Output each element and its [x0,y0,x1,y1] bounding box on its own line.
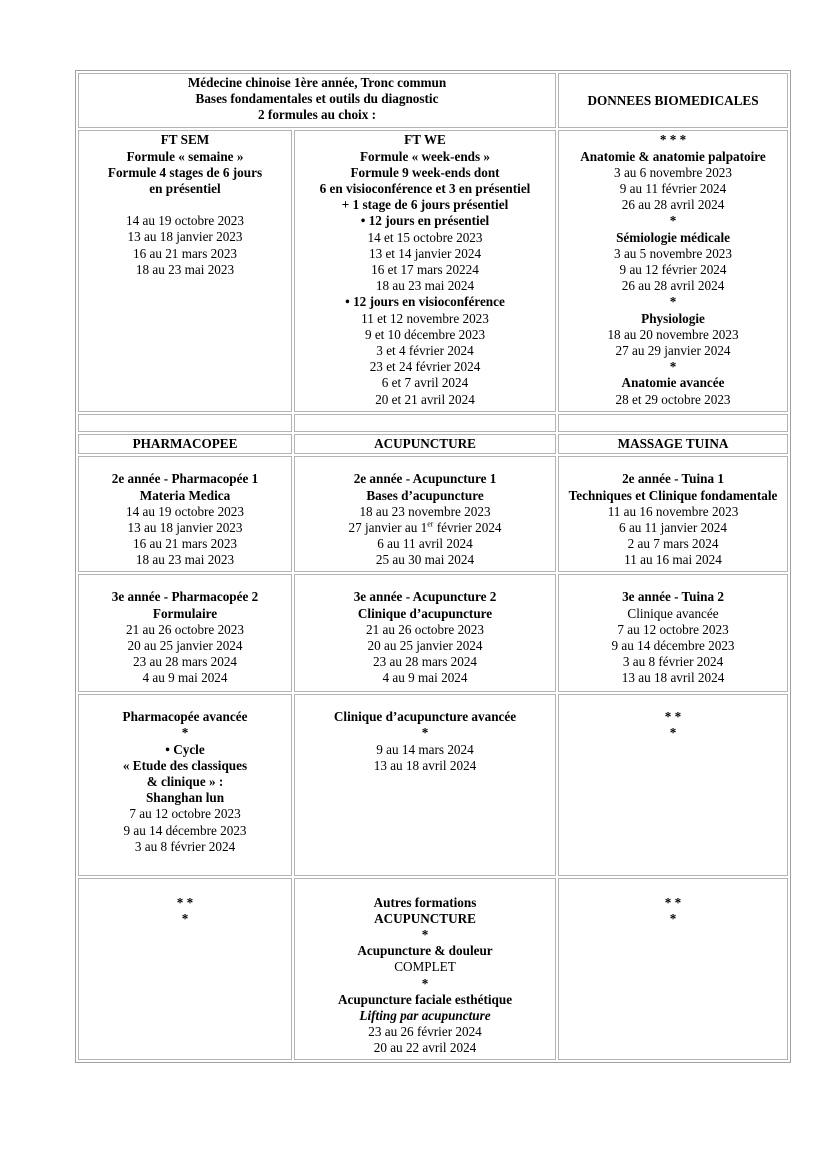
ft-we-desc3: + 1 stage de 6 jours présentiel [341,197,509,213]
date-item: 9 au 14 mars 2024 [376,741,474,757]
cycle-subtitle: « Etude des classiques [122,757,248,773]
ft-we-cell [294,130,556,412]
date-item: 13 au 18 janvier 2023 [127,520,243,536]
tronc-choice: 2 formules au choix : [258,107,376,123]
date-item: 7 au 12 octobre 2023 [129,806,241,822]
empty-cell [558,414,788,432]
tuina-avancee-cell [558,694,788,875]
course-title: 3e année - Pharmacopée 2 [111,589,259,605]
separator-star: * [181,910,189,926]
date-item: 27 janvier au 1er février 2024 [348,519,502,536]
stars: * * [664,709,682,725]
pharmacopee-empty-cell [78,878,292,1060]
separator-star: * [181,725,189,741]
tuina-2-cell [558,574,788,692]
acupuncture-1-cell [294,456,556,572]
tronc-commun-header [78,73,556,128]
date-item: 21 au 26 octobre 2023 [126,621,244,637]
course-title: Pharmacopée avancée [122,709,248,725]
course-title: 3e année - Acupuncture 2 [353,589,497,605]
ft-sem-desc: Formule 4 stages de 6 jours [107,164,263,180]
date-item: 26 au 28 avril 2024 [621,278,725,294]
course-subtitle: Clinique avancée [627,605,719,621]
date-item: 3 au 8 février 2024 [622,654,724,670]
empty-cell [78,414,292,432]
course-subtitle: Formulaire [152,605,218,621]
date-item: 9 au 11 février 2024 [619,181,727,197]
course-subtitle: Techniques et Clinique fondamentale [568,487,778,503]
table-row [78,130,788,412]
ft-we-desc2: 6 en visioconférence et 3 en présentiel [319,181,531,197]
date-item: 18 au 23 novembre 2023 [359,503,491,519]
date-item: 3 au 5 novembre 2023 [614,245,732,261]
date-item: 7 au 12 octobre 2023 [617,621,729,637]
anatomie-title: Anatomie & anatomie palpatoire [580,148,766,164]
date-item: 4 au 9 mai 2024 [382,670,468,686]
date-item: 20 et 21 avril 2024 [375,391,475,407]
separator-star: * [421,975,429,991]
pharmacopee-2-cell [78,574,292,692]
course-title: 2e année - Pharmacopée 1 [111,471,259,487]
date-item: 11 et 12 novembre 2023 [361,310,489,326]
date-item: 20 au 25 janvier 2024 [127,637,243,653]
acupuncture-avancee-cell [294,694,556,875]
schedule-table [75,70,791,1063]
cycle-name: Shanghan lun [145,790,225,806]
acupuncture-header: ACUPUNCTURE [294,434,556,454]
ft-sem-desc2: en présentiel [149,181,221,197]
course-title: 2e année - Acupuncture 1 [353,471,497,487]
date-item: 13 au 18 janvier 2023 [127,229,243,245]
date-item: 11 au 16 novembre 2023 [607,503,739,519]
empty-cell [294,414,556,432]
status-badge: COMPLET [394,959,456,975]
ft-sem-code: FT SEM [160,132,210,148]
date-item: 2 au 7 mars 2024 [627,536,719,552]
date-item: 6 au 11 janvier 2024 [619,520,727,536]
course-title: 2e année - Tuina 1 [622,471,724,487]
tuina-empty-cell [558,878,788,1060]
date-item: 28 et 29 octobre 2023 [615,391,731,407]
date-item: 9 et 10 décembre 2023 [364,326,486,342]
date-item: 14 et 15 octobre 2023 [367,229,483,245]
table-row [78,694,788,875]
date-item: 23 au 26 février 2024 [368,1024,482,1040]
date-item: 13 et 14 janvier 2024 [368,245,482,261]
date-item: 14 au 19 octobre 2023 [126,503,244,519]
stars: * * [664,894,682,910]
date-item: 20 au 22 avril 2024 [373,1040,477,1056]
course-subtitle: Bases d’acupuncture [366,487,484,503]
course-title: Clinique d’acupuncture avancée [333,709,517,725]
tuina-header: MASSAGE TUINA [558,434,788,454]
cycle-subtitle: & clinique » : [146,773,224,789]
date-item: 18 au 23 mai 2023 [135,261,235,277]
ft-we-name: Formule « week-ends » [359,148,491,164]
ft-we-code: FT WE [404,132,446,148]
date-item: 9 au 12 février 2024 [619,262,727,278]
semiologie-title: Sémiologie médicale [616,229,730,245]
autres-formations-cell [294,878,556,1060]
tronc-title: Médecine chinoise 1ère année, Tronc commun [187,75,447,90]
course-subtitle: Materia Medica [139,487,231,503]
spacer-row [78,414,788,432]
ft-we-visio-title: • 12 jours en visioconférence [345,294,505,310]
date-item: 16 et 17 mars 20224 [371,262,479,278]
date-item: 14 au 19 octobre 2023 [126,213,244,229]
date-item: 27 au 29 janvier 2024 [615,343,731,359]
separator-star: * [421,926,429,942]
date-item: 9 au 14 décembre 2023 [611,637,735,653]
ft-sem-cell [78,130,292,412]
separator-star: * [669,213,677,229]
course-subtitle: Lifting par acupuncture [359,1007,491,1023]
date-item: 6 et 7 avril 2024 [381,375,469,391]
date-item: 26 au 28 avril 2024 [621,197,725,213]
biomed-cell [558,130,788,412]
table-row [78,574,788,692]
date-item: 23 au 28 mars 2024 [372,654,478,670]
separator-star: * [421,725,429,741]
separator-star: * [669,725,677,741]
date-item: 3 et 4 février 2024 [376,343,474,359]
date-item: 3 au 6 novembre 2023 [614,164,732,180]
stars: * * * [659,132,687,148]
date-item: 13 au 18 avril 2024 [621,670,725,686]
stars: * * [176,894,194,910]
biomed-header: DONNEES BIOMEDICALES [558,73,788,128]
ft-we-presentiel-title: • 12 jours en présentiel [360,213,490,229]
date-item: 3 au 8 février 2024 [134,838,236,854]
pharmacopee-header: PHARMACOPEE [78,434,292,454]
ft-sem-name: Formule « semaine » [126,148,244,164]
tuina-1-cell [558,456,788,572]
acupuncture-2-cell [294,574,556,692]
date-item: 25 au 30 mai 2024 [375,552,475,568]
course-title: Acupuncture & douleur [357,943,493,959]
date-item: 23 au 28 mars 2024 [132,654,238,670]
date-item: 6 au 11 avril 2024 [377,536,473,552]
date-item: 11 au 16 mai 2024 [624,552,722,568]
separator-star: * [669,294,677,310]
tronc-subtitle: Bases fondamentales et outils du diagnostic [195,91,439,107]
date-item: 4 au 9 mai 2024 [142,670,228,686]
date-item: 21 au 26 octobre 2023 [366,621,484,637]
course-title: Acupuncture faciale esthétique [337,991,513,1007]
date-item: 23 et 24 février 2024 [369,359,481,375]
table-row [78,434,788,454]
date-item: 18 au 20 novembre 2023 [607,326,739,342]
date-item: 18 au 23 mai 2024 [375,278,475,294]
table-row [78,878,788,1060]
date-item: 16 au 21 mars 2023 [132,536,238,552]
section-subtitle: ACUPUNCTURE [374,910,476,926]
anatomie-avancee-title: Anatomie avancée [621,375,725,391]
section-title: Autres formations [373,894,477,910]
separator-star: * [669,910,677,926]
ft-we-desc: Formule 9 week-ends dont [350,164,500,180]
date-item: 9 au 14 décembre 2023 [123,822,247,838]
date-item: 18 au 23 mai 2023 [135,552,235,568]
pharmacopee-avancee-cell [78,694,292,875]
course-subtitle: Clinique d’acupuncture [357,605,493,621]
pharmacopee-1-cell [78,456,292,572]
table-row [78,73,788,128]
table-row [78,456,788,572]
physiologie-title: Physiologie [641,310,705,326]
date-item: 20 au 25 janvier 2024 [367,637,483,653]
course-title: 3e année - Tuina 2 [622,589,724,605]
date-item: 13 au 18 avril 2024 [373,757,477,773]
separator-star: * [669,359,677,375]
date-item: 16 au 21 mars 2023 [132,245,238,261]
cycle-title: • Cycle [165,741,205,757]
